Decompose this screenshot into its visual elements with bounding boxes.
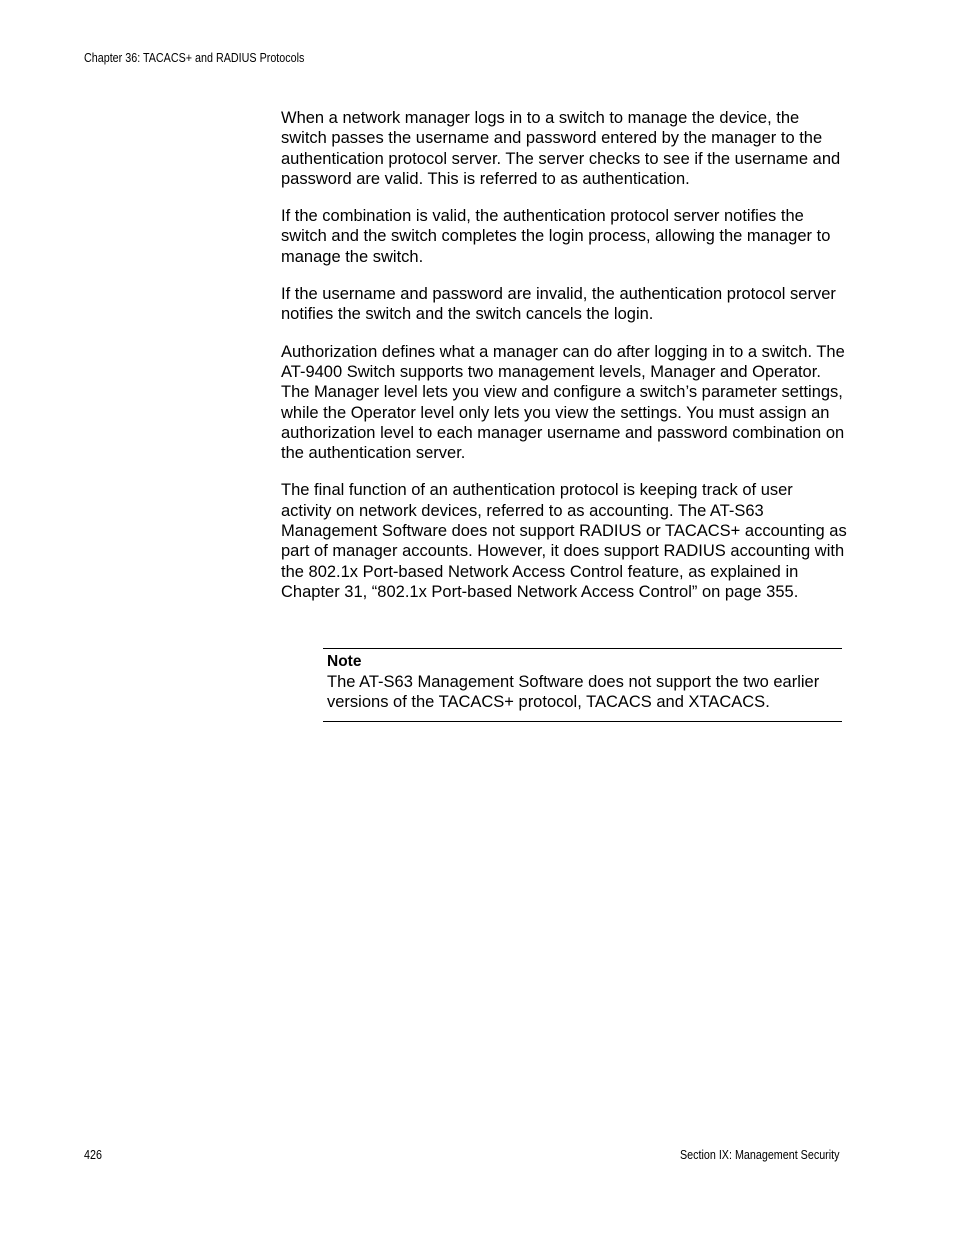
paragraph-authorization: Authorization defines what a manager can do after logging in to a switch. The AT-9400 Switch supports two management levels, Manager and Operator. The Manager level lets you view and configure a switch’s parameter settings, while the Operator level only lets you view the settings. You must assign an authorization level to each manager username and password combination on the authentication server.	[281, 342, 845, 463]
running-header: Chapter 36: TACACS+ and RADIUS Protocols	[84, 51, 305, 65]
body-text	[281, 108, 847, 619]
note-text: The AT-S63 Management Software does not support the two earlier versions of the TACACS+ protocol, TACACS and XTACACS.	[327, 673, 820, 712]
note-title: Note	[327, 653, 362, 670]
paragraph-authentication: When a network manager logs in to a switch to manage the device, the switch passes the username and password entered by the manager to the authentication protocol server. The server checks to see if the username and password are valid. This is referred to as authentication.	[281, 109, 841, 188]
paragraph-invalid-login: If the username and password are invalid, the authentication protocol server notifies the switch and the switch cancels the login.	[281, 285, 836, 324]
paragraph-valid-login: If the combination is valid, the authentication protocol server notifies the switch and the switch completes the login process, allowing the manager to manage the switch.	[281, 207, 831, 266]
page-number: 426	[84, 1148, 102, 1162]
section-title: Section IX: Management Security	[680, 1148, 840, 1162]
paragraph-accounting: The final function of an authentication protocol is keeping track of user activity on network devices, referred to as accounting. The AT-S63 Management Software does not support RADIUS or TACACS+ accounting as part of manager accounts. However, it does support RADIUS accounting with the 802.1x Port-based Network Access Control feature, as explained in Chapter 31, “802.1x Port-based Network Access Control” on page 355.	[281, 481, 847, 601]
note-box	[323, 648, 842, 722]
